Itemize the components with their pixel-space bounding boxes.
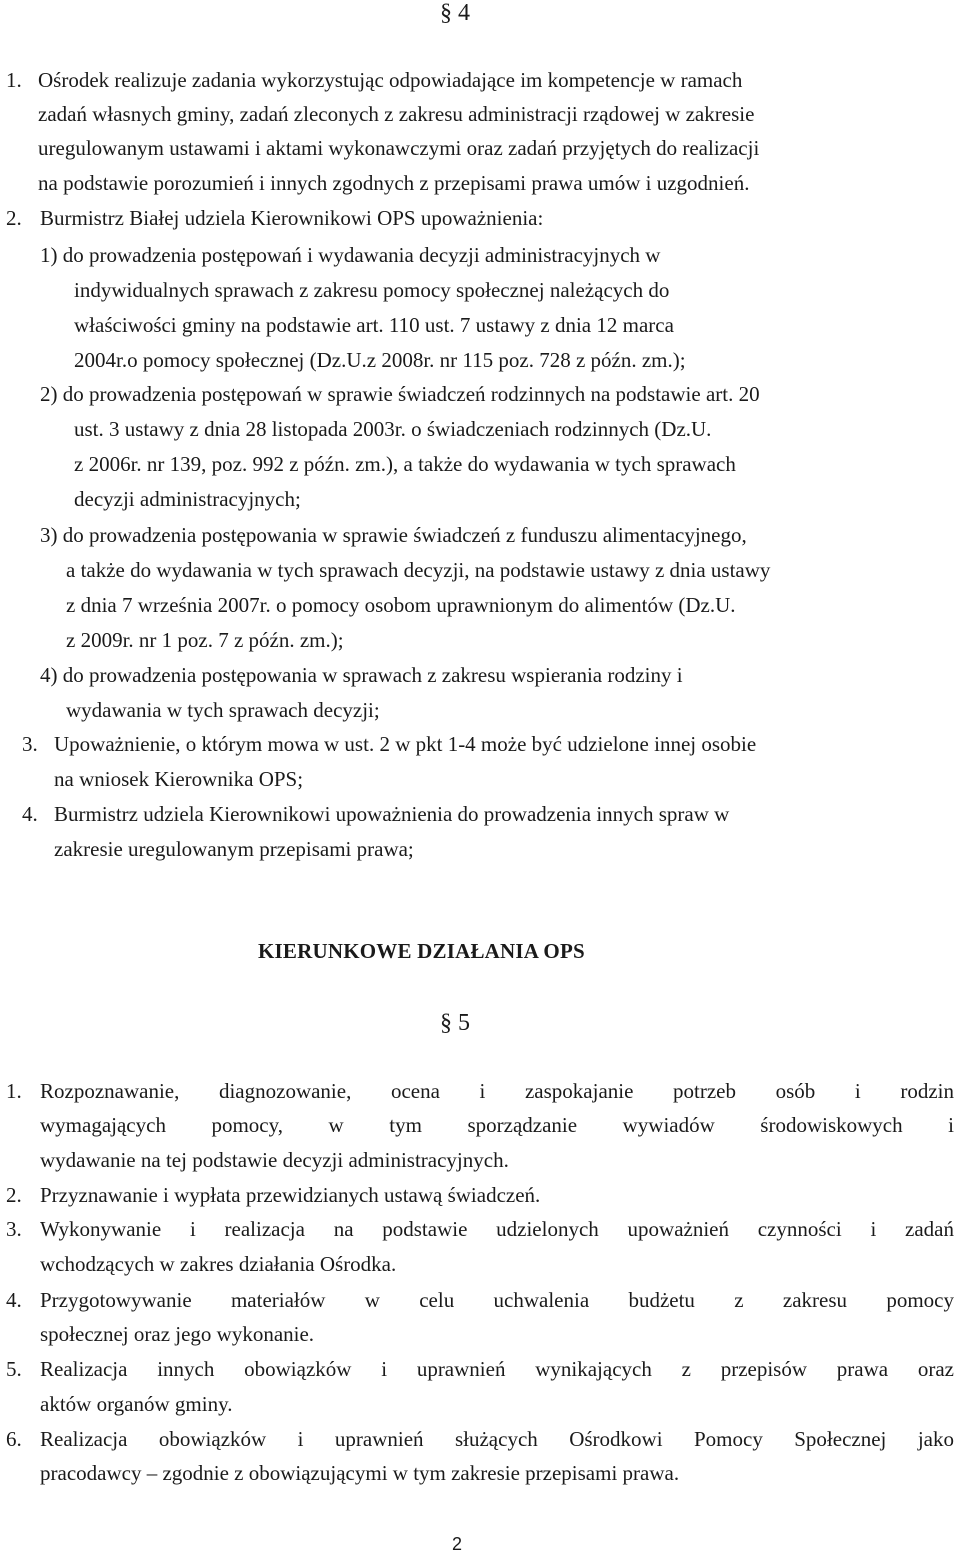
- paragraph-1-line: na podstawie porozumień i innych zgodnych z przepisami prawa umów i uzgodnień.: [38, 171, 750, 195]
- authorization-item-2-line: z 2006r. nr 139, poz. 992 z późn. zm.), a także do wydawania w tych sprawach: [74, 452, 736, 476]
- task-item-1-number: 1.: [6, 1079, 22, 1103]
- paragraph-1-line: uregulowanym ustawami i aktami wykonawczymi oraz zadań przyjętych do realizacji: [38, 136, 760, 160]
- task-item-6-number: 6.: [6, 1427, 22, 1451]
- paragraph-1-number: 1.: [6, 68, 22, 92]
- authorization-item-1-line: 2004r.o pomocy społecznej (Dz.U.z 2008r. nr 115 poz. 728 z późn. zm.);: [74, 348, 686, 372]
- task-item-1-line: wydawanie na tej podstawie decyzji administracyjnych.: [40, 1148, 509, 1172]
- section-4-sign: § 4: [440, 0, 470, 26]
- authorization-item-3-line: 3) do prowadzenia postępowania w sprawie świadczeń z funduszu alimentacyjnego,: [40, 523, 747, 547]
- paragraph-4-number: 4.: [22, 802, 38, 826]
- task-item-2-line: Przyznawanie i wypłata przewidzianych ustawą świadczeń.: [40, 1183, 541, 1207]
- task-item-6-line: pracodawcy – zgodnie z obowiązującymi w tym zakresie przepisami prawa.: [40, 1461, 680, 1485]
- authorization-item-3-line: a także do wydawania w tych sprawach decyzji, na podstawie ustawy z dnia ustawy: [66, 558, 771, 582]
- task-item-3-line: Wykonywanie i realizacja na podstawie udzielonych upoważnień czynności i zadań: [40, 1217, 954, 1241]
- task-item-4-line: społecznej oraz jego wykonanie.: [40, 1322, 315, 1346]
- section-heading: KIERUNKOWE DZIAŁANIA OPS: [258, 939, 585, 963]
- authorization-item-2-line: ust. 3 ustawy z dnia 28 listopada 2003r. o świadczeniach rodzinnych (Dz.U.: [74, 417, 712, 441]
- authorization-item-4-line: wydawania w tych sprawach decyzji;: [66, 698, 380, 722]
- paragraph-3-line: Upoważnienie, o którym mowa w ust. 2 w pkt 1-4 może być udzielone innej osobie: [54, 732, 757, 756]
- paragraph-3-number: 3.: [22, 732, 38, 756]
- authorization-item-1-line: indywidualnych sprawach z zakresu pomocy społecznej należących do: [74, 278, 670, 302]
- paragraph-2-intro: Burmistrz Białej udziela Kierownikowi OPS upoważnienia:: [40, 206, 544, 230]
- task-item-3-line: wchodzących w zakres działania Ośrodka.: [40, 1252, 397, 1276]
- section-5-sign: § 5: [440, 1010, 470, 1036]
- task-item-3-number: 3.: [6, 1217, 22, 1241]
- task-item-1-line: wymagających pomocy, w tym sporządzanie wywiadów środowiskowych i: [40, 1113, 954, 1137]
- paragraph-3-line: na wniosek Kierownika OPS;: [54, 767, 304, 791]
- authorization-item-4-line: 4) do prowadzenia postępowania w sprawach z zakresu wspierania rodziny i: [40, 663, 683, 687]
- paragraph-4-line: Burmistrz udziela Kierownikowi upoważnienia do prowadzenia innych spraw w: [54, 802, 730, 826]
- task-item-2-number: 2.: [6, 1183, 22, 1207]
- authorization-item-3-line: z 2009r. nr 1 poz. 7 z późn. zm.);: [66, 628, 344, 652]
- authorization-item-3-line: z dnia 7 września 2007r. o pomocy osobom uprawnionym do alimentów (Dz.U.: [66, 593, 736, 617]
- task-item-5-number: 5.: [6, 1357, 22, 1381]
- page-number: 2: [452, 1534, 463, 1554]
- task-item-1-line: Rozpoznawanie, diagnozowanie, ocena i zaspokajanie potrzeb osób i rodzin: [40, 1079, 954, 1103]
- paragraph-2-number: 2.: [6, 206, 22, 230]
- authorization-item-2-line: 2) do prowadzenia postępowań w sprawie świadczeń rodzinnych na podstawie art. 20: [40, 382, 760, 406]
- authorization-item-1-line: 1) do prowadzenia postępowań i wydawania decyzji administracyjnych w: [40, 243, 661, 267]
- authorization-item-1-line: właściwości gminy na podstawie art. 110 ust. 7 ustawy z dnia 12 marca: [74, 313, 674, 337]
- paragraph-1-line: zadań własnych gminy, zadań zleconych z zakresu administracji rządowej w zakresie: [38, 102, 755, 126]
- task-item-5-line: Realizacja innych obowiązków i uprawnień wynikających z przepisów prawa oraz: [40, 1357, 954, 1381]
- task-item-4-number: 4.: [6, 1288, 22, 1312]
- authorization-item-2-line: decyzji administracyjnych;: [74, 487, 301, 511]
- paragraph-1-line: Ośrodek realizuje zadania wykorzystując odpowiadające im kompetencje w ramach: [38, 68, 743, 92]
- task-item-4-line: Przygotowywanie materiałów w celu uchwalenia budżetu z zakresu pomocy: [40, 1288, 954, 1312]
- task-item-5-line: aktów organów gminy.: [40, 1392, 233, 1416]
- task-item-6-line: Realizacja obowiązków i uprawnień służących Ośrodkowi Pomocy Społecznej jako: [40, 1427, 954, 1451]
- paragraph-4-line: zakresie uregulowanym przepisami prawa;: [54, 837, 414, 861]
